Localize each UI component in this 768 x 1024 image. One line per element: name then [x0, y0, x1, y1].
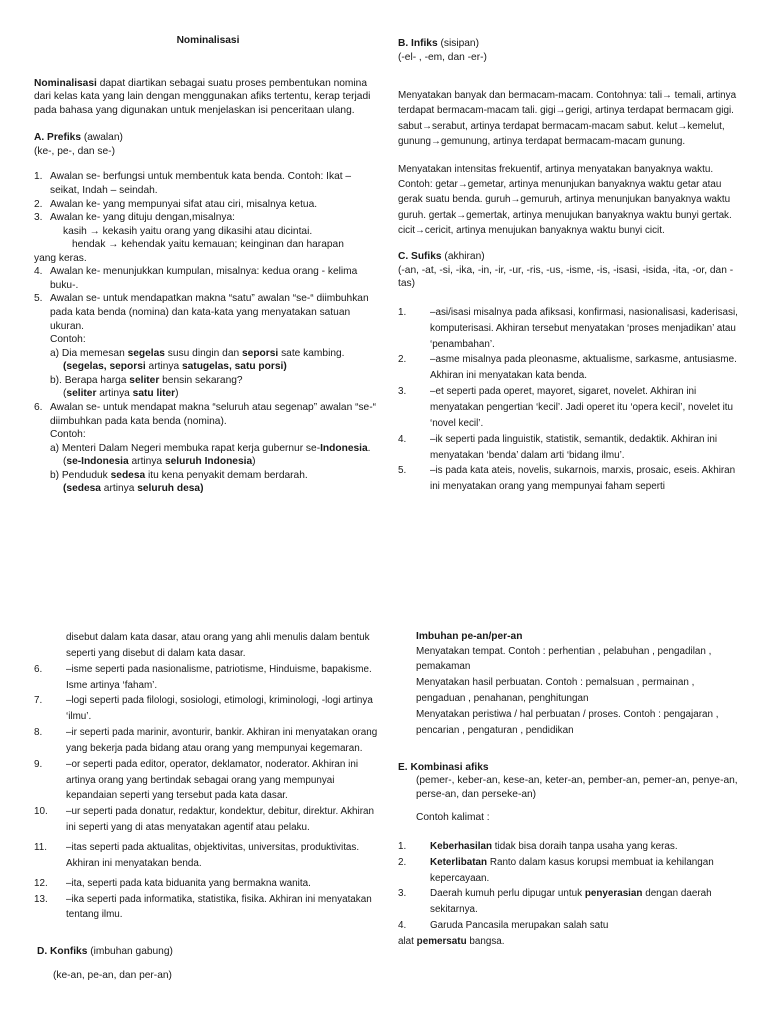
imbuhan-line: Menyatakan peristiwa / hal perbuatan / proses. Contoh : pengajaran , pencarian , pengaturan , pendidikan [416, 708, 719, 736]
kombinasi-heading: E. Kombinasi afiks [398, 761, 489, 773]
list-item: 1. –asi/isasi misalnya pada afiksasi, konfirmasi, nasionalisasi, kaderisasi, komputerisasi. Akhiran tersebut menyatakan ‘proses menjadikan’ atau ‘penambahan’. [398, 306, 738, 350]
list-text: Awalan se- untuk mendapatkan makna “satu” awalan “se-“ diimbuhkan pada kata benda (nomina) dan kata-kata yang menyatakan satuan ukuran. [50, 293, 369, 332]
list-number: 1. [34, 171, 43, 183]
list-number: 4. [34, 266, 43, 278]
list-item: 13. –ika seperti pada informatika, statistika, fisika. Akhiran ini menyatakan tentang ilmu. [34, 893, 372, 921]
prefiks-list [34, 170, 382, 496]
sufiks-heading: C. Sufiks [398, 251, 442, 263]
example-line: (se-Indonesia artinya seluruh Indonesia) [63, 456, 256, 468]
list-item: 6. –isme seperti pada nasionalisme, patriotisme, Hinduisme, bapakisme. Isme artinya ‘faham’. [34, 663, 372, 691]
list-item: 5. –is pada kata ateis, novelis, sukarnois, marxis, prosaic, eseis. Akhiran ini menyatakan orang yang mempunyai faham seperti [398, 465, 736, 493]
list-item [34, 292, 382, 401]
infiks-sub: (-el- , -em, dan -er-) [398, 51, 487, 63]
kombinasi-sub: (pemer-, keber-an, kese-an, keter-an, pember-an, pemer-an, penye-an, perse-an, dan perseke-an) [416, 775, 738, 800]
list-item: 1. Keberhasilan tidak bisa doraih tanpa usaha yang keras. [398, 840, 678, 852]
example-line: kasih → kekasih yaitu orang yang dikasihi atau dicintai. [63, 225, 313, 237]
list-item-continued: alat pemersatu bangsa. [398, 935, 505, 947]
right-column-top [398, 37, 743, 495]
example-line: (sedesa artinya seluruh desa) [63, 483, 204, 495]
list-item [34, 265, 382, 292]
sufiks-heading-note: (akhiran) [441, 251, 485, 263]
example-line: (seliter artinya satu liter) [63, 388, 179, 400]
list-item: 8. –ir seperti pada marinir, avonturir, bankir. Akhiran ini menyatakan orang yang bekerja pada bidang atau orang yang mempunyai kegemaran. [34, 727, 378, 754]
prefiks-heading-note: (awalan) [81, 132, 123, 144]
example-line: b) Penduduk sedesa itu kena penyakit demam berdarah. [50, 469, 308, 481]
contoh-label: Contoh: [50, 429, 86, 441]
konfiks-heading: D. Konfiks [37, 946, 88, 958]
prefiks-heading: A. Prefiks [34, 132, 81, 144]
list-number: 5. [34, 293, 43, 305]
kombinasi-list [398, 839, 743, 950]
list-number: 3. [34, 212, 43, 224]
example-line: b). Berapa harga seliter bensin sekarang? [50, 374, 243, 386]
list-text: Awalan ke- menunjukkan kumpulan, misalnya: kedua orang - kelima buku-. [50, 266, 358, 291]
infiks-heading: B. Infiks [398, 38, 438, 49]
infiks-paragraph-1: Menyatakan banyak dan bermacam-macam. Contohnya: tali→ temali, artinya terdapat bermacam-macam tali. gigi→gerigi, artinya terdapat bermacam gigi. sabut→serabut, artinya terdapat bermacam-macam sabut. kelut→kemelut, gunung→gemunung, artinya terdapat bermacam-macam gunung. [398, 90, 737, 148]
list-text: Awalan se- untuk mendapat makna “seluruh atau segenap” awalan “se-“ diimbuhkan pada kata benda (nomina). [50, 401, 376, 427]
imbuhan-heading: Imbuhan pe-an/per-an [416, 631, 523, 642]
left-column-bottom [34, 630, 382, 982]
list-item: 7. –logi seperti pada filologi, sosiologi, etimologi, kriminologi, -logi artinya ‘ilmu’. [34, 695, 373, 723]
prefiks-sub: (ke-, pe-, dan se-) [34, 145, 115, 157]
page-title: Nominalisasi [176, 35, 240, 46]
intro-text: dapat diartikan sebagai suatu proses pembentukan nomina dari kelas kata yang lain dengan menggunakan afiks tertentu, kerap terjadi pada bahasa yang digunakan untuk menjelaskan isi penceritaan ulang. [34, 77, 371, 116]
list-item: 3. Daerah kumuh perlu dipugar untuk penyerasian dengan daerah sekitarnya. [398, 888, 712, 916]
list-item: 12. –ita, seperti pada kata biduanita yang bermakna wanita. [34, 877, 311, 889]
list-number: 2. [34, 198, 43, 210]
example-line: a) Menteri Dalam Negeri membuka rapat kerja gubernur se-Indonesia. [50, 442, 371, 454]
list-item: 9. –or seperti pada editor, operator, deklamator, noderator. Akhiran ini artinya orang yang bertindak sebagai orang yang mempunyai kepandaian seperti yang tersebut pada kata dasar. [34, 758, 359, 802]
left-column-top [34, 34, 382, 496]
list-number: 6. [34, 401, 43, 413]
example-line: yang keras. [34, 252, 87, 264]
list-item: 2. Keterlibatan Ranto dalam kasus korupsi membuat ia kehilangan kepercayaan. [398, 856, 714, 884]
list-item [34, 198, 382, 212]
list-text: Awalan ke- yang dituju dengan,misalnya: [50, 212, 236, 224]
list-item: 4. Garuda Pancasila merupakan salah satu [398, 920, 609, 932]
section-kombinasi [398, 761, 743, 950]
imbuhan-line: Menyatakan tempat. Contoh : perhentian , pelabuhan , pengadilan , pemakaman [416, 645, 712, 673]
list-item: 10. –ur seperti pada donatur, redaktur, kondektur, debitur, direktur. Akhiran ini seperti yang di atas menyatakan agentif atau pelaku. [34, 806, 374, 834]
intro-paragraph [34, 77, 382, 118]
list-item: 2. –asme misalnya pada pleonasme, aktualisme, sarkasme, antusiasme. Akhiran ini menyatakan kata benda. [398, 354, 737, 382]
infiks-heading-note: (sisipan) [437, 38, 479, 49]
sufiks-sub: (-an, -at, -si, -ika, -in, -ir, -ur, -ris, -us, -isme, -is, -isasi, -isida, -ita, -or, dan -tas) [398, 264, 734, 290]
list-item [34, 630, 382, 662]
intro-term: Nominalisasi [34, 77, 97, 89]
section-imbuhan [398, 630, 743, 739]
konfiks-heading-note: (imbuhan gabung) [87, 946, 173, 958]
list-item: 11. –itas seperti pada aktualitas, objektivitas, universitas, produktivitas. Akhiran ini menyatakan benda. [34, 841, 360, 869]
example-line: (segelas, seporsi artinya satugelas, satu porsi) [63, 361, 287, 373]
section-infiks [398, 37, 743, 238]
example-line: a) Dia memesan segelas susu dingin dan seporsi sate kambing. [50, 347, 345, 359]
sufiks-list [398, 305, 743, 495]
section-konfiks [34, 945, 382, 982]
list-text: disebut dalam kata dasar, atau orang yang ahli menulis dalam bentuk seperti yang disebut di dalam kata dasar. [66, 632, 370, 659]
sufiks-list-continued [34, 630, 382, 923]
section-prefiks [34, 131, 382, 496]
list-text: Awalan se- berfungsi untuk membentuk kata benda. Contoh: Ikat – seikat, Indah – seindah. [50, 171, 352, 196]
right-column-bottom [398, 630, 743, 950]
infiks-paragraph-2: Menyatakan intensitas frekuentif, artinya menyatakan banyaknya waktu. Contoh: getar→gemetar, artinya menunjukan banyaknya waktu getar atau gerak suatu benda. guruh→gemuruh, artinya menunjukan banyaknya waktu guruh. gertak→gemertak, artinya menujukan banyaknya waktu bunyi gertak. cicit→cericit, artinya menujukan banyaknya waktu bunyi cicit. [398, 163, 732, 236]
contoh-label: Contoh: [50, 334, 86, 346]
list-item [34, 401, 382, 496]
example-line: hendak → kehendak yaitu kemauan; keinginan dan harapan [72, 239, 344, 251]
list-text: Awalan ke- yang mempunyai sifat atau ciri, misalnya ketua. [50, 198, 318, 210]
list-item: 3. –et seperti pada operet, mayoret, sigaret, novelet. Akhiran ini menyatakan pengertian ‘kecil’. Jadi operet itu ‘opera kecil’, novelet itu ‘novel kecil’. [398, 386, 734, 429]
list-item [34, 170, 382, 197]
contoh-kalimat-label: Contoh kalimat : [416, 812, 490, 824]
list-item: 4. –ik seperti pada linguistik, statistik, semantik, dedaktik. Akhiran ini menyatakan ‘benda’ dalam arti ‘bidang ilmu’. [398, 433, 718, 461]
imbuhan-line: Menyatakan hasil perbuatan. Contoh : pemalsuan , permainan , pengaduan , penahanan, penghitungan [416, 677, 695, 705]
konfiks-sub: (ke-an, pe-an, dan per-an) [53, 969, 172, 981]
list-item [34, 211, 382, 252]
section-sufiks [398, 250, 743, 495]
